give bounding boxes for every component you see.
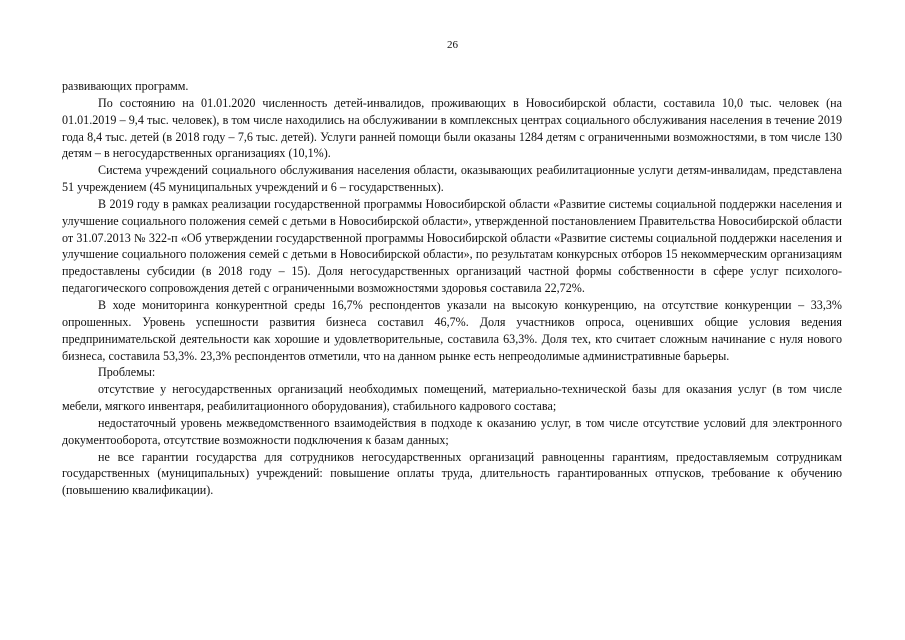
paragraph-monitoring: В ходе мониторинга конкурентной среды 16,7% респондентов указали на высокую конкуренцию, на отсутствие конкуренции – 33,3% опрошенных. Уровень успешности развития бизнеса составил 46,7%. Доля участников опроса, оценивших общие условия ведения предпринимательской деятельности как хорошие и удовлетворительные, составила 63,3%. Доля тех, кто считает сложным начинание с нуля нового бизнеса, составила 53,3%. 23,3% респондентов отметили, что на данном рынке есть непреодолимые административные барьеры. [62,297,842,363]
page-number: 26 [447,39,458,51]
paragraph-problem-guarantees: не все гарантии государства для сотрудников негосударственных организаций равноценны гарантиям, предоставляемым сотрудникам государственных (муниципальных) учреждений: повышение оплаты труда, длительность гарантированных отпусков, требование к обучению (повышению квалификации). [62,449,842,498]
document-body [62,78,842,499]
paragraph-problems-heading: Проблемы: [98,365,156,380]
paragraph-children-disabled-stats: По состоянию на 01.01.2020 численность детей-инвалидов, проживающих в Новосибирской области, составила 10,0 тыс. человек (на 01.01.2019 – 9,4 тыс. человек), в том числе находились на обслуживании в комплексных центрах социального обслуживания населения в течение 2019 года 8,4 тыс. детей (в 2018 году – 7,6 тыс. детей). Услуги ранней помощи были оказаны 1284 детям с ограниченными возможностями, в том числе 130 детям – в негосударственных организациях (10,1%). [62,95,842,161]
paragraph-state-program: В 2019 году в рамках реализации государственной программы Новосибирской области «Развитие системы социальной поддержки населения и улучшение социального положения семей с детьми в Новосибирской области», утвержденной постановлением Правительства Новосибирской области от 31.07.2013 № 322-п «Об утверждении государственной программы Новосибирской области «Развитие системы социальной поддержки населения и улучшение социального положения семей с детьми в Новосибирской области», по результатам конкурсных отборов 15 некоммерческим организациям предоставлены субсидии (в 2018 году – 15). Доля негосударственных организаций частной формы собственности в сфере услуг психолого-педагогического сопровождения детей с ограниченными возможностями здоровья составила 22,72%. [62,196,842,296]
paragraph-problem-premises: отсутствие у негосударственных организаций необходимых помещений, материально-технической базы для оказания услуг (в том числе мебели, мягкого инвентаря, реабилитационного оборудования), стабильного кадрового состава; [62,382,842,414]
paragraph-continuation: развивающих программ. [62,79,189,93]
paragraph-institutions-system: Система учреждений социального обслуживания населения области, оказывающих реабилитационные услуги детям-инвалидам, представлена 51 учреждением (45 муниципальных учреждений и 6 – государственных). [62,163,842,195]
paragraph-problem-interagency: недостаточный уровень межведомственного взаимодействия в подходе к оказанию услуг, в том числе отсутствие условий для электронного документооборота, отсутствие возможности подключения к базам данных; [62,415,842,447]
